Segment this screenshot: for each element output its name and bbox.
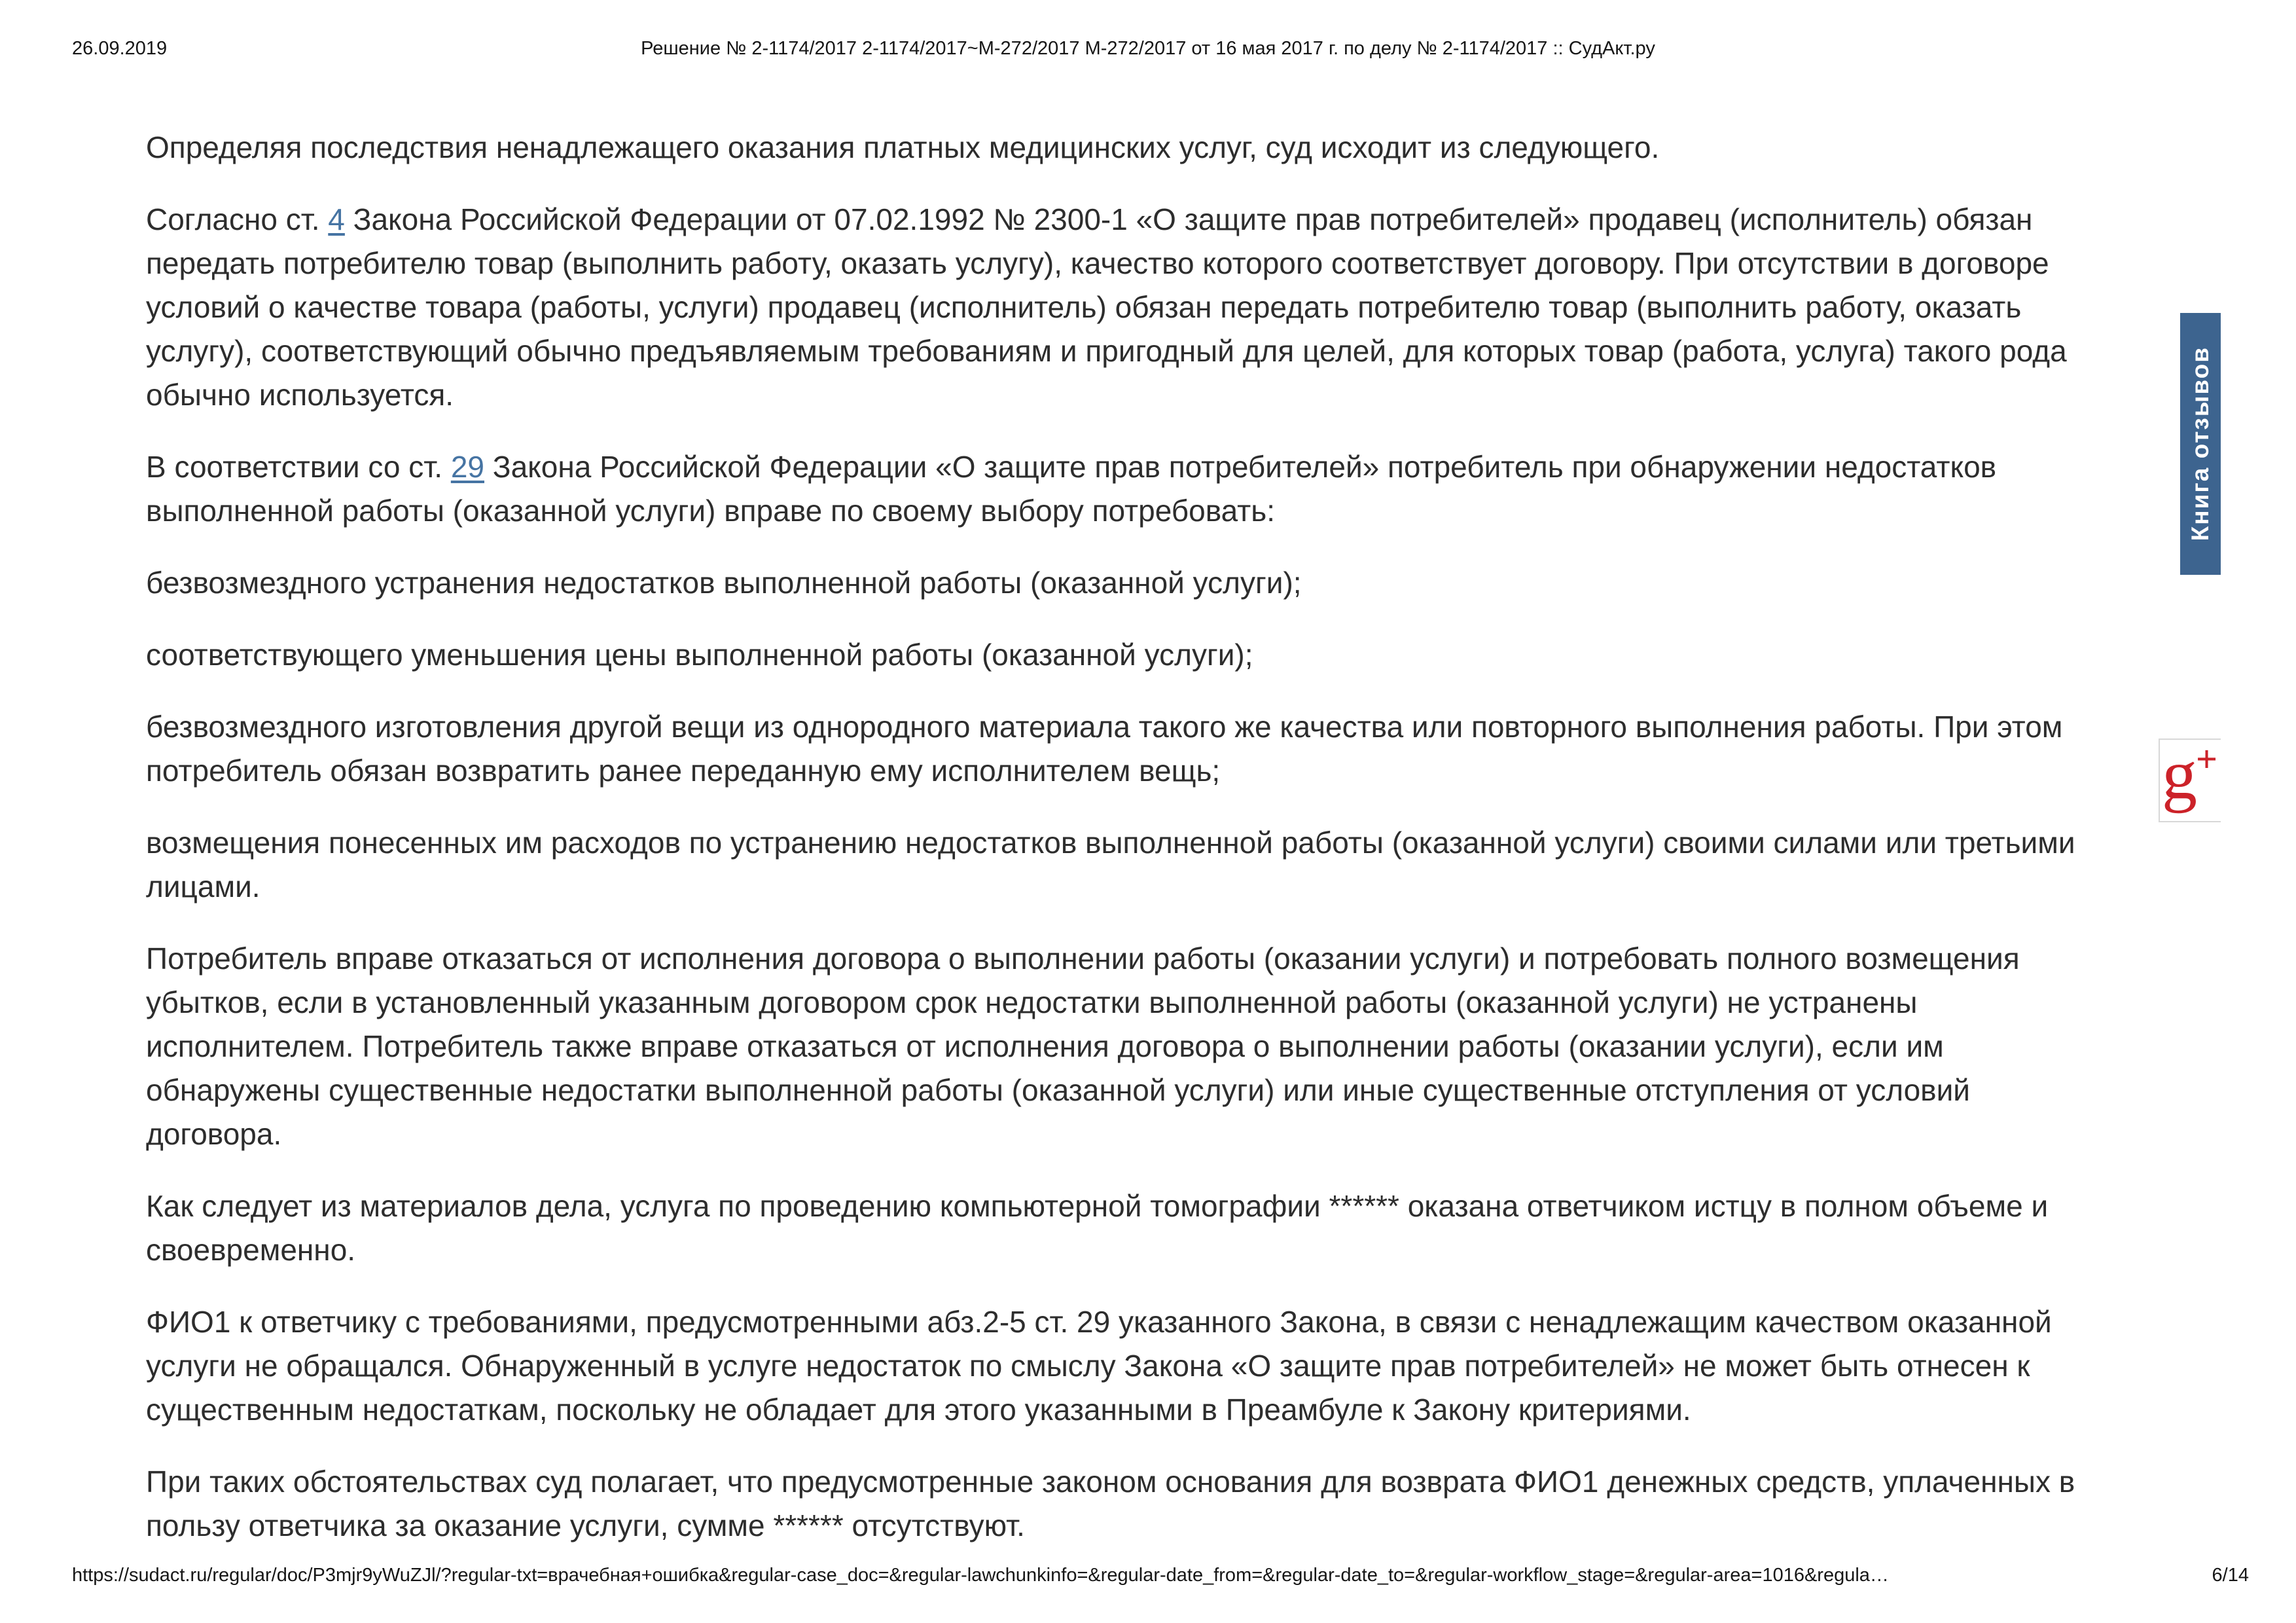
google-plus-share-button[interactable] — [2159, 736, 2221, 822]
paragraph-text: Закона Российской Федерации «О защите прав потребителей» потребитель при обнаружении недостатков выполненной работы (оказанной услуги) вправе по своему выбору потребовать: — [146, 450, 1997, 528]
paragraph-text: безвозмездного изготовления другой вещи из однородного материала такого же качества или повторного выполнения работы. При этом потребитель обязан возвратить ранее переданную ему исполнителем вещь; — [146, 710, 2063, 788]
print-date: 26.09.2019 — [72, 38, 168, 59]
paragraph — [146, 937, 2106, 1156]
statute-article-link[interactable]: 4 — [328, 202, 345, 236]
google-plus-icon — [2161, 736, 2219, 814]
paragraph — [146, 1300, 2106, 1432]
page-indicator: 6/14 — [2212, 1565, 2249, 1586]
paragraph-text: Потребитель вправе отказаться от исполнения договора о выполнении работы (оказании услуги) и потребовать полного возмещения убытков, если в установленный указанным договором срок недостатки выполненной работы (оказанной услуги) не устранены исполнителем. Потребитель также вправе отказаться от исполнения договора о выполнении работы (оказании услуги), если им обнаружены существенные недостатки выполненной работы (оказанной услуги) или иные существенные отступления от условий договора. — [146, 941, 2020, 1151]
paragraph-text: соответствующего уменьшения цены выполненной работы (оказанной услуги); — [146, 638, 1253, 672]
google-plus-plus: + — [2195, 738, 2218, 780]
paragraph-text: возмещения понесенных им расходов по устранению недостатков выполненной работы (оказанной услуги) своими силами или третьими лицами. — [146, 826, 2075, 903]
print-header — [0, 38, 2296, 67]
paragraph — [146, 633, 2106, 677]
paragraph-text: В соответствии со ст. — [146, 450, 451, 484]
paragraph-text: Закона Российской Федерации от 07.02.1992 № 2300-1 «О защите прав потребителей» продавец (исполнитель) обязан передать потребителю товар (выполнить работу, оказать услугу), качество которого соответствует договору. При отсутствии в договоре условий о качестве товара (работы, услуги) продавец (исполнитель) обязан передать потребителю товар (выполнить работу, оказать услугу), соответствующий обычно предъявляемым требованиям и пригодный для целей, для которых товар (работа, услуга) такого рода обычно используется. — [146, 202, 2067, 412]
paragraph — [146, 705, 2106, 793]
print-footer — [72, 1565, 2249, 1586]
paragraph — [146, 126, 2106, 170]
paragraph-text: При таких обстоятельствах суд полагает, что предусмотренные законом основания для возврата ФИО1 денежных средств, уплаченных в пользу ответчика за оказание услуги, сумме ****** отсутствуют. — [146, 1465, 2075, 1542]
footer-url: https://sudact.ru/regular/doc/P3mjr9yWuZJl/?regular-txt=врачебная+ошибка&regular-case_doc=&regular-lawchunkinfo=&regular-date_from=&regular-date_to=&regular-workflow_stage=&regular-area=1016&regula… — [72, 1565, 1889, 1586]
google-plus-g: g — [2161, 736, 2197, 814]
paragraph-text: Как следует из материалов дела, услуга по проведению компьютерной томографии ****** оказана ответчиком истцу в полном объеме и своевременно. — [146, 1189, 2049, 1267]
paragraph — [146, 1184, 2106, 1272]
paragraph — [146, 561, 2106, 605]
paragraph — [146, 445, 2106, 533]
paragraph-text: Согласно ст. — [146, 202, 329, 236]
paragraph-text: Определяя последствия ненадлежащего оказания платных медицинских услуг, суд исходит из следующего. — [146, 130, 1660, 164]
document-body — [146, 126, 2106, 1576]
paragraph-text: ФИО1 к ответчику с требованиями, предусмотренными абз.2-5 ст. 29 указанного Закона, в связи с ненадлежащим качеством оказанной услуги не обращался. Обнаруженный в услуге недостаток по смыслу Закона «О защите прав потребителей» не может быть отнесен к существенным недостаткам, поскольку не обладает для этого указанными в Преамбуле к Закону критериями. — [146, 1305, 2052, 1427]
paragraph — [146, 821, 2106, 909]
paragraph — [146, 1460, 2106, 1548]
feedback-tab-button[interactable] — [2180, 313, 2221, 575]
paragraph — [146, 198, 2106, 417]
statute-article-link[interactable]: 29 — [450, 450, 484, 484]
paragraph-text: безвозмездного устранения недостатков выполненной работы (оказанной услуги); — [146, 566, 1302, 600]
feedback-tab-label: Книга отзывов — [2187, 346, 2214, 541]
document-title: Решение № 2-1174/2017 2-1174/2017~М-272/2017 М-272/2017 от 16 мая 2017 г. по делу № 2-1174/2017 :: СудАкт.ру — [641, 38, 1655, 59]
